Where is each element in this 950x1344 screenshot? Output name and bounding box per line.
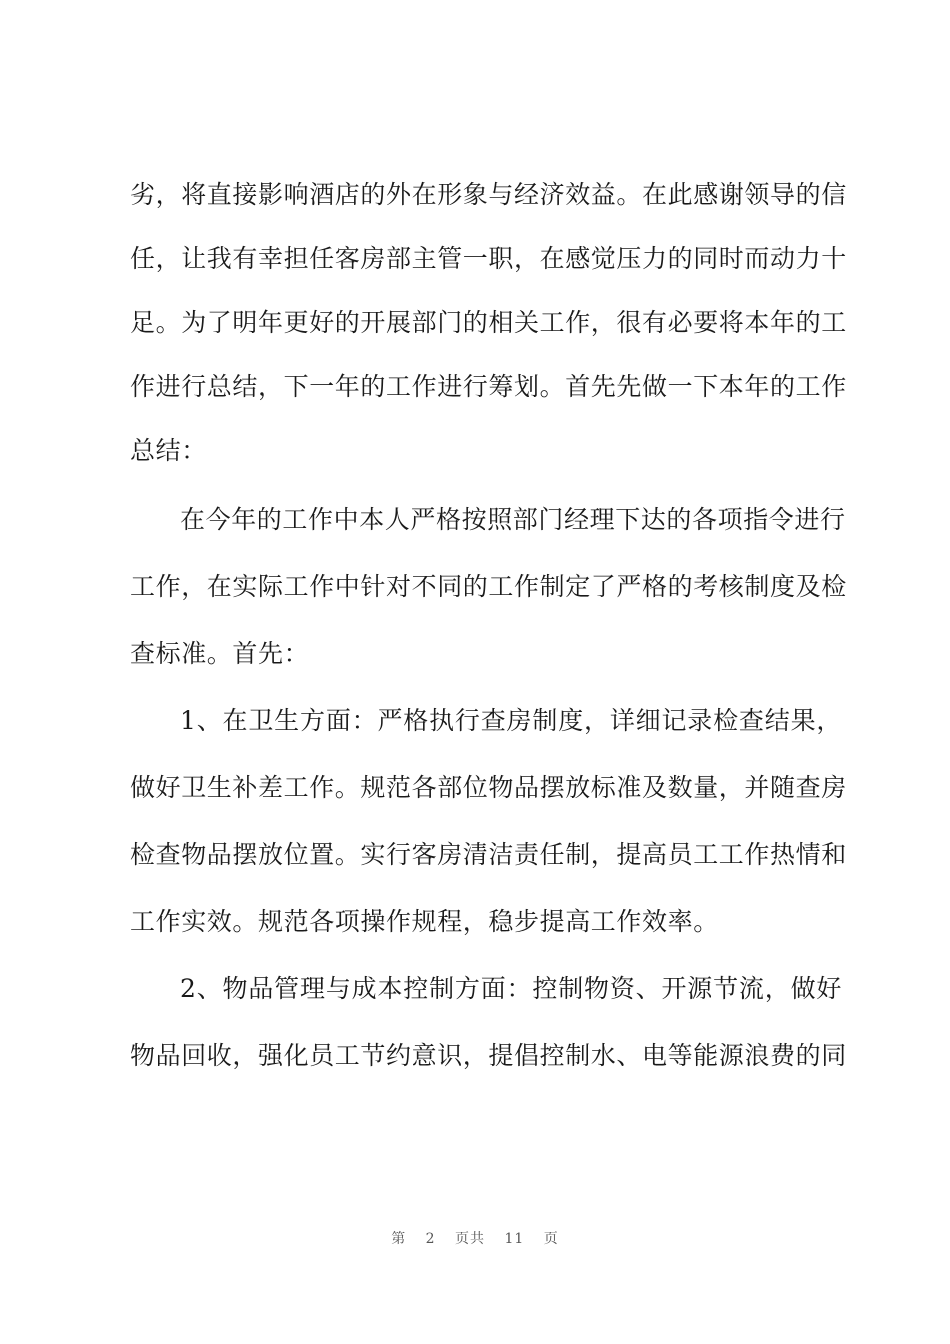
item-1-line-1: 1、在卫生方面：严格执行查房制度，详细记录检查结果，	[180, 706, 842, 735]
body-line-5: 总结：	[130, 436, 207, 465]
item-1-line-3: 检查物品摆放位置。实行客房清洁责任制，提高员工工作热情和	[130, 840, 847, 869]
footer-mid: 页共	[455, 1231, 486, 1247]
item-1-line-4: 工作实效。规范各项操作规程，稳步提高工作效率。	[130, 907, 719, 936]
body-line-1: 劣，将直接影响酒店的外在形象与经济效益。在此感谢领导的信	[130, 180, 847, 209]
body-line-2: 任，让我有幸担任客房部主管一职，在感觉压力的同时而动力十	[130, 244, 847, 273]
footer-prefix: 第	[391, 1231, 407, 1247]
footer-total-pages: 11	[504, 1231, 525, 1247]
footer-current-page: 2	[425, 1231, 436, 1247]
body-line-4: 作进行总结，下一年的工作进行筹划。首先先做一下本年的工作	[130, 372, 847, 401]
body-line-3: 足。为了明年更好的开展部门的相关工作，很有必要将本年的工	[130, 308, 847, 337]
page-footer	[0, 1229, 950, 1249]
paragraph-2-line-2: 工作，在实际工作中针对不同的工作制定了严格的考核制度及检	[130, 572, 847, 601]
item-1-line-2: 做好卫生补差工作。规范各部位物品摆放标准及数量，并随查房	[130, 773, 847, 802]
paragraph-2-line-3: 查标准。首先：	[130, 639, 310, 668]
paragraph-2-line-1: 在今年的工作中本人严格按照部门经理下达的各项指令进行	[180, 505, 846, 534]
item-2-line-2: 物品回收，强化员工节约意识，提倡控制水、电等能源浪费的同	[130, 1041, 847, 1070]
item-2-line-1: 2、物品管理与成本控制方面：控制物资、开源节流，做好	[180, 974, 842, 1003]
footer-suffix: 页	[543, 1231, 559, 1247]
